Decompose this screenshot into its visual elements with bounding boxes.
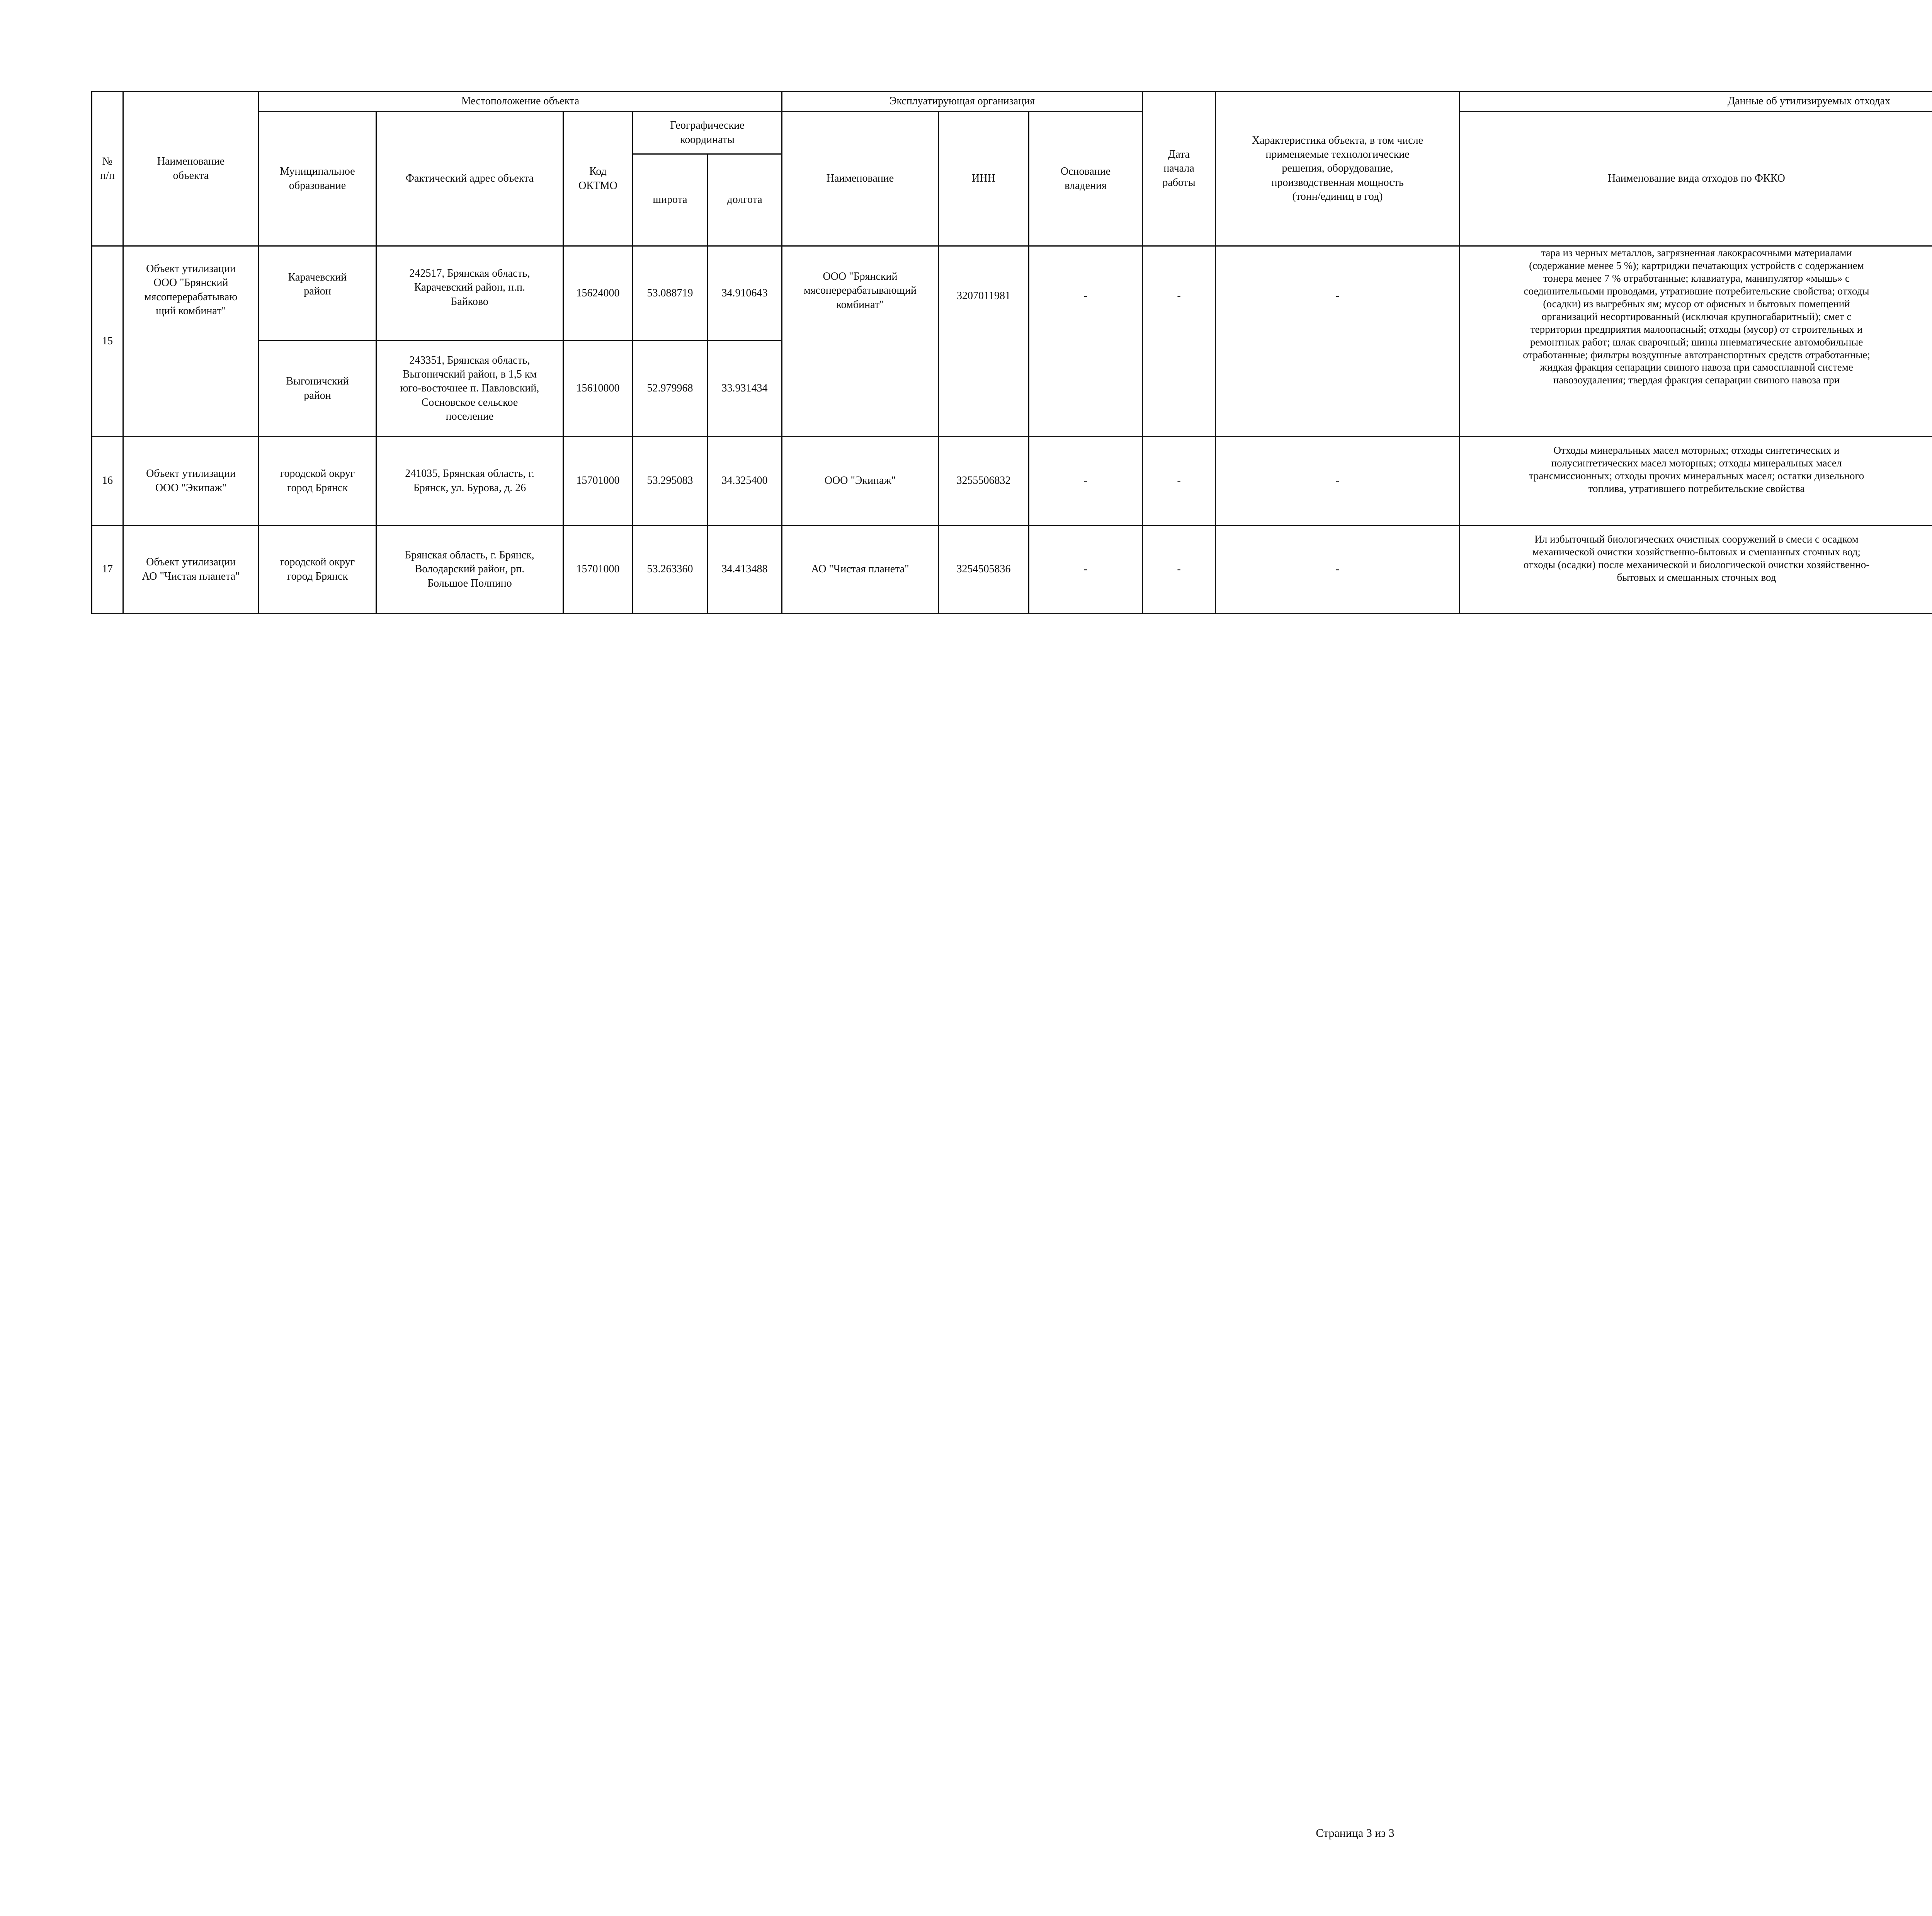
- row-org-name: ООО "Брянский мясоперерабатывающий комбинат": [782, 246, 939, 437]
- header-oktmo: Код ОКТМО: [563, 112, 633, 246]
- row-characteristics: -: [1216, 437, 1460, 526]
- header-inn: ИНН: [939, 112, 1029, 246]
- page-number: Страница 3 из 3: [1316, 1827, 1395, 1839]
- row-address: 243351, Брянская область, Выгоничский район, в 1,5 км юго-восточнее п. Павловский, Сосновское сельское поселение: [376, 341, 563, 437]
- row-oktmo: 15701000: [563, 437, 633, 526]
- row-num: 17: [92, 526, 123, 614]
- row-address: 242517, Брянская область, Карачевский район, н.п. Байково: [376, 246, 563, 341]
- row-lon: 34.910643: [707, 246, 782, 341]
- header-geo-group: Географические координаты: [633, 112, 782, 154]
- row-inn: 3207011981: [939, 246, 1029, 437]
- header-num: № п/п: [92, 92, 123, 246]
- row-object-name: Объект утилизации ООО "Экипаж": [123, 437, 259, 526]
- table-row: [92, 437, 1932, 526]
- header-lon: долгота: [707, 154, 782, 246]
- header-lat: широта: [633, 154, 707, 246]
- row-municipality: Карачевский район: [259, 246, 376, 341]
- table-row: [92, 526, 1932, 614]
- row-org-name: ООО "Экипаж": [782, 437, 939, 526]
- row-inn: 3255506832: [939, 437, 1029, 526]
- row-org-name: АО "Чистая планета": [782, 526, 939, 614]
- row-lon: 34.325400: [707, 437, 782, 526]
- header-location-group: Местоположение объекта: [259, 92, 782, 112]
- row-object-name: Объект утилизации АО "Чистая планета": [123, 526, 259, 614]
- header-characteristics: Характеристика объекта, в том числе применяемые технологические решения, оборудование, производственная мощность (тонн/единиц в год): [1216, 92, 1460, 246]
- row-oktmo: 15624000: [563, 246, 633, 341]
- row-ownership: -: [1029, 526, 1143, 614]
- header-address: Фактический адрес объекта: [376, 112, 563, 246]
- row-waste-name: тара из черных металлов, загрязненная лакокрасочными материалами (содержание менее 5 %); картриджи печатающих устройств с содержанием тонера менее 7 % отработанные; клавиатура, манипулятор «мышь» с соединительными проводами, утратившие потребительские свойства; отходы (осадки) из выгребных ям; мусор от офисных и бытовых помещений организаций несортированный (исключая крупногабаритный); смет с территории предприятия малоопасный; отходы (мусор) от строительных и ремонтных работ; шлак сварочный; шины пневматические автомобильные отработанные; фильтры воздушные автотранспортных средств отработанные; жидкая фракция сепарации свиного навоза при самосплавной системе навозоудаления; твердая фракция сепарации свиного навоза при: [1460, 246, 1932, 437]
- row-oktmo: 15610000: [563, 341, 633, 437]
- row-num: 16: [92, 437, 123, 526]
- table-header: [92, 92, 1932, 246]
- header-object-name: Наименование объекта: [123, 92, 259, 246]
- row-waste-name: Ил избыточный биологических очистных сооружений в смеси с осадком механической очистки хозяйственно-бытовых и смешанных сточных вод; отходы (осадки) после механической и биологической очистки хозяйственно- бытовых и смешанных сточных вод: [1460, 526, 1932, 614]
- row-start-date: -: [1143, 526, 1216, 614]
- row-ownership: -: [1029, 437, 1143, 526]
- row-start-date: -: [1143, 437, 1216, 526]
- row-municipality: городской округ город Брянск: [259, 526, 376, 614]
- header-municipality: Муниципальное образование: [259, 112, 376, 246]
- row-municipality: городской округ город Брянск: [259, 437, 376, 526]
- header-waste-group: Данные об утилизируемых отходах: [1460, 92, 1932, 112]
- waste-facilities-table: [91, 91, 1932, 614]
- row-lon: 33.931434: [707, 341, 782, 437]
- row-municipality: Выгоничский район: [259, 341, 376, 437]
- row-lat: 53.263360: [633, 526, 707, 614]
- row-waste-name: Отходы минеральных масел моторных; отходы синтетических и полусинтетических масел моторных; отходы минеральных масел трансмиссионных; отходы прочих минеральных масел; остатки дизельного топлива, утратившего потребительские свойства: [1460, 437, 1932, 526]
- table-row: [92, 246, 1932, 341]
- header-org-name: Наименование: [782, 112, 939, 246]
- row-start-date: -: [1143, 246, 1216, 437]
- header-start-date: Дата начала работы: [1143, 92, 1216, 246]
- row-object-name: Объект утилизации ООО "Брянский мясоперерабатываю щий комбинат": [123, 246, 259, 437]
- row-lat: 53.295083: [633, 437, 707, 526]
- row-address: Брянская область, г. Брянск, Володарский район, рп. Большое Полпино: [376, 526, 563, 614]
- header-operator-group: Эксплуатирующая организация: [782, 92, 1143, 112]
- row-characteristics: -: [1216, 526, 1460, 614]
- row-address: 241035, Брянская область, г. Брянск, ул. Бурова, д. 26: [376, 437, 563, 526]
- row-num: 15: [92, 246, 123, 437]
- header-ownership: Основание владения: [1029, 112, 1143, 246]
- row-lon: 34.413488: [707, 526, 782, 614]
- row-oktmo: 15701000: [563, 526, 633, 614]
- table-body: [92, 246, 1932, 614]
- row-characteristics: -: [1216, 246, 1460, 437]
- header-waste-name: Наименование вида отходов по ФККО: [1460, 112, 1932, 246]
- row-inn: 3254505836: [939, 526, 1029, 614]
- row-ownership: -: [1029, 246, 1143, 437]
- row-lat: 52.979968: [633, 341, 707, 437]
- row-lat: 53.088719: [633, 246, 707, 341]
